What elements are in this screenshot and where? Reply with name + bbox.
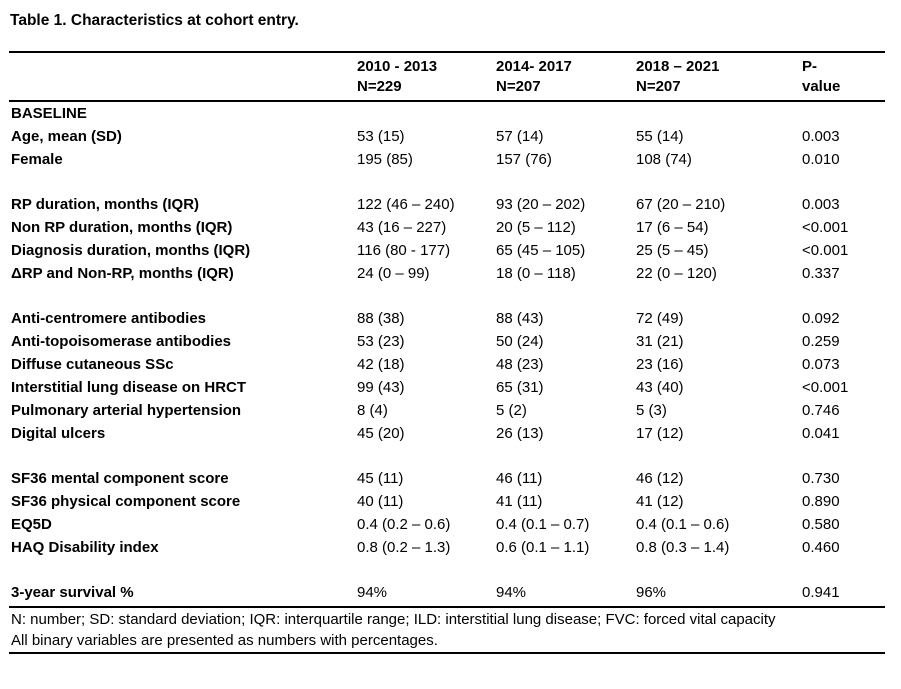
- table-row: [9, 490, 885, 513]
- table-row: [9, 513, 885, 536]
- row-value: 65 (31): [496, 379, 544, 396]
- table-row: [9, 125, 885, 148]
- table-row: [9, 330, 885, 353]
- row-value: 20 (5 – 112): [496, 219, 576, 236]
- footnote-row: [9, 631, 885, 653]
- row-value: 57 (14): [496, 128, 544, 145]
- row-value: [802, 101, 885, 125]
- table-row: [9, 581, 885, 607]
- spacer-cell: [9, 559, 885, 581]
- row-value: 46 (11): [496, 470, 543, 487]
- row-value: 0.4 (0.1 – 0.6): [636, 516, 730, 533]
- row-value: 99 (43): [357, 379, 405, 396]
- row-value: 31 (21): [636, 333, 684, 350]
- row-value: 0.746: [802, 402, 840, 419]
- table-row: [9, 376, 885, 399]
- row-value: 116 (80 - 177): [357, 242, 451, 259]
- spacer-row: [9, 171, 885, 193]
- row-value: 41 (11): [496, 493, 543, 510]
- table-row: [9, 216, 885, 239]
- row-value: 45 (11): [357, 470, 404, 487]
- row-value: <0.001: [802, 242, 849, 259]
- spacer-cell: [9, 171, 885, 193]
- row-value: 22 (0 – 120): [636, 265, 717, 282]
- row-value: 122 (46 – 240): [357, 196, 455, 213]
- row-value: 17 (12): [636, 425, 684, 442]
- header-col-2014-2017: [496, 52, 636, 101]
- footnote-abbreviations: N: number; SD: standard deviation; IQR: interquartile range; ILD: interstitial lung disease; FVC: forced vital capacity: [11, 611, 776, 628]
- row-value: 5 (3): [636, 402, 667, 419]
- header-period: 2014- 2017: [496, 58, 572, 75]
- table-row: [9, 307, 885, 330]
- row-value: 0.003: [802, 196, 840, 213]
- row-value: 50 (24): [496, 333, 544, 350]
- row-label: RP duration, months (IQR): [11, 196, 200, 213]
- row-value: 94%: [357, 581, 496, 607]
- row-value: 0.890: [802, 493, 840, 510]
- row-label: ΔRP and Non-RP, months (IQR): [11, 265, 234, 282]
- row-value: 53 (23): [357, 333, 405, 350]
- row-label: HAQ Disability index: [11, 539, 159, 556]
- row-value: 17 (6 – 54): [636, 219, 709, 236]
- row-value: 43 (40): [636, 379, 684, 396]
- row-value: 24 (0 – 99): [357, 265, 430, 282]
- row-value: 0.4 (0.1 – 0.7): [496, 516, 590, 533]
- footnote-binary-variables: All binary variables are presented as numbers with percentages.: [9, 631, 885, 653]
- row-value: 8 (4): [357, 402, 388, 419]
- row-value: 88 (43): [496, 310, 544, 327]
- table-row: [9, 239, 885, 262]
- row-value: 40 (11): [357, 493, 404, 510]
- table-header: [9, 52, 885, 101]
- footnote-row: [9, 607, 885, 631]
- row-label: Female: [11, 151, 63, 168]
- header-n: value: [802, 78, 841, 95]
- spacer-row: [9, 285, 885, 307]
- row-label: Diffuse cutaneous SSc: [11, 356, 174, 373]
- characteristics-table: [9, 51, 885, 654]
- spacer-cell: [9, 445, 885, 467]
- row-label: Interstitial lung disease on HRCT: [11, 379, 247, 396]
- row-value: 26 (13): [496, 425, 544, 442]
- row-value: 0.941: [802, 581, 885, 607]
- header-row: [9, 52, 885, 101]
- row-value: 41 (12): [636, 493, 684, 510]
- row-value: 46 (12): [636, 470, 684, 487]
- row-value: [357, 101, 496, 125]
- header-n: N=229: [357, 78, 402, 95]
- row-value: 43 (16 – 227): [357, 219, 447, 236]
- row-value: 5 (2): [496, 402, 527, 419]
- row-value: 55 (14): [636, 128, 684, 145]
- table-row: [9, 262, 885, 285]
- row-value: 0.730: [802, 470, 840, 487]
- row-value: 48 (23): [496, 356, 544, 373]
- table-row: [9, 353, 885, 376]
- row-value: 0.092: [802, 310, 840, 327]
- row-value: 0.003: [802, 128, 840, 145]
- row-value: <0.001: [802, 219, 849, 236]
- header-label-column: [9, 52, 357, 101]
- header-col-pvalue: [802, 52, 885, 101]
- row-value: 0.580: [802, 516, 840, 533]
- row-value: 93 (20 – 202): [496, 196, 586, 213]
- row-value: 0.337: [802, 265, 840, 282]
- row-value: [636, 101, 802, 125]
- table-title: Table 1. Characteristics at cohort entry.: [10, 12, 299, 29]
- row-value: 72 (49): [636, 310, 684, 327]
- row-value: 67 (20 – 210): [636, 196, 726, 213]
- row-value: 0.4 (0.2 – 0.6): [357, 516, 451, 533]
- header-n: N=207: [636, 78, 681, 95]
- row-value: 157 (76): [496, 151, 552, 168]
- header-period: 2018 – 2021: [636, 58, 720, 75]
- row-label: Anti-centromere antibodies: [11, 310, 207, 327]
- row-label: Diagnosis duration, months (IQR): [11, 242, 251, 259]
- table-body: [9, 101, 885, 607]
- row-value: 45 (20): [357, 425, 405, 442]
- row-value: 18 (0 – 118): [496, 265, 576, 282]
- row-value: 88 (38): [357, 310, 405, 327]
- row-label: EQ5D: [11, 516, 52, 533]
- spacer-cell: [9, 285, 885, 307]
- row-value: 108 (74): [636, 151, 692, 168]
- table-row: [9, 193, 885, 216]
- table-row: [9, 148, 885, 171]
- table-row: [9, 422, 885, 445]
- row-label: SF36 physical component score: [11, 493, 241, 510]
- row-value: 42 (18): [357, 356, 405, 373]
- row-value: 0.6 (0.1 – 1.1): [496, 539, 590, 556]
- row-value: 0.8 (0.2 – 1.3): [357, 539, 451, 556]
- row-value: 96%: [636, 581, 802, 607]
- header-col-2018-2021: [636, 52, 802, 101]
- row-value: 0.073: [802, 356, 840, 373]
- header-col-2010-2013: [357, 52, 496, 101]
- row-value: 0.041: [802, 425, 840, 442]
- row-value: 23 (16): [636, 356, 684, 373]
- table-row: [9, 467, 885, 490]
- row-value: 0.8 (0.3 – 1.4): [636, 539, 730, 556]
- row-label: 3-year survival %: [9, 581, 357, 607]
- row-value: [496, 101, 636, 125]
- table-row: [9, 399, 885, 422]
- row-value: 195 (85): [357, 151, 413, 168]
- row-value: <0.001: [802, 379, 849, 396]
- row-value: 65 (45 – 105): [496, 242, 586, 259]
- row-value: 0.460: [802, 539, 840, 556]
- row-value: 53 (15): [357, 128, 405, 145]
- row-value: 25 (5 – 45): [636, 242, 709, 259]
- table-footnotes: [9, 607, 885, 653]
- spacer-row: [9, 445, 885, 467]
- header-period: P-: [802, 58, 817, 75]
- row-label: Digital ulcers: [11, 425, 106, 442]
- header-n: N=207: [496, 78, 541, 95]
- row-label: BASELINE: [11, 105, 87, 122]
- row-value: 0.010: [802, 151, 840, 168]
- row-value: 0.259: [802, 333, 840, 350]
- table-row: [9, 536, 885, 559]
- row-label: Pulmonary arterial hypertension: [11, 402, 242, 419]
- header-period: 2010 - 2013: [357, 58, 438, 75]
- row-label: Non RP duration, months (IQR): [11, 219, 233, 236]
- row-label: SF36 mental component score: [11, 470, 229, 487]
- row-value: 94%: [496, 581, 636, 607]
- row-label: Age, mean (SD): [11, 128, 122, 145]
- table-row: [9, 101, 885, 125]
- row-label: Anti-topoisomerase antibodies: [11, 333, 232, 350]
- spacer-row: [9, 559, 885, 581]
